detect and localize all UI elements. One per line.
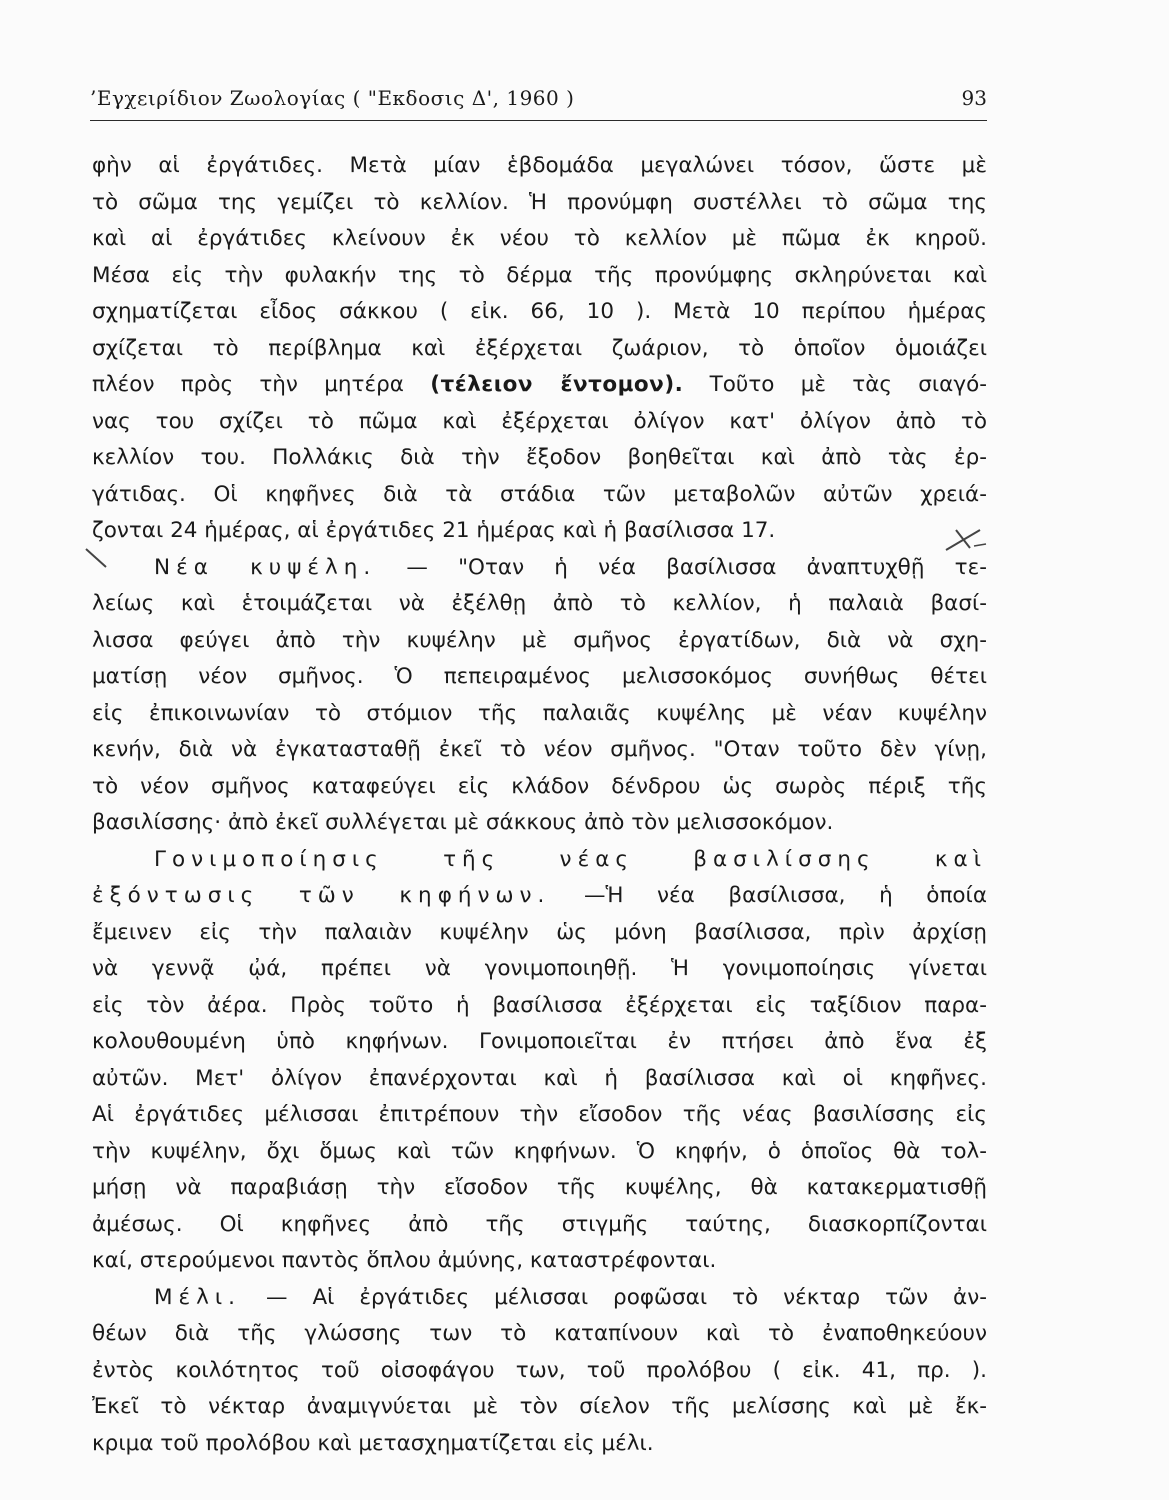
- text-line: μήσῃ νὰ παραβιάσῃ τὴν εἴσοδον τῆς κυψέλης, θὰ κατακερματισθῇ: [92, 1175, 987, 1200]
- text-line: τὸ σῶμα της γεμίζει τὸ κελλίον. Ἡ προνύμφη συστέλλει τὸ σῶμα της: [92, 189, 987, 215]
- text-line: Μέσα εἰς τὴν φυλακήν της τὸ δέρμα τῆς προνύμφης σκληρύνεται καὶ: [92, 262, 987, 288]
- text-line: καὶ αἱ ἐργάτιδες κλείνουν ἐκ νέου τὸ κελλίον μὲ πῶμα ἐκ κηροῦ.: [92, 226, 987, 251]
- section-heading-line: [92, 550, 987, 587]
- page-number: 93: [961, 86, 987, 110]
- text-line: νὰ γεννᾷ ᾠά, πρέπει νὰ γονιμοποιηθῇ. Ἡ γονιμοποίησις γίνεται: [92, 956, 987, 981]
- text-line: αὐτῶν. Μετ' ὀλίγον ἐπανέρχονται καὶ ἡ βασίλισσα καὶ οἱ κηφῆνες.: [92, 1065, 987, 1091]
- page-header: [90, 80, 987, 121]
- text-line: εἰς τὸν ἀέρα. Πρὸς τοῦτο ἡ βασίλισσα ἐξέρχεται εἰς ταξίδιον παρα-: [92, 992, 987, 1018]
- text-line: νας του σχίζει τὸ πῶμα καὶ ἐξέρχεται ὀλίγον κατ' ὀλίγον ἀπὸ τὸ: [92, 408, 987, 434]
- section-heading: Μέλι.: [154, 1284, 242, 1310]
- section-heading-line: [92, 878, 987, 915]
- text-line: κολουθουμένη ὑπὸ κηφήνων. Γονιμοποιεῖται ἐν πτήσει ἀπὸ ἕνα ἐξ: [92, 1029, 987, 1054]
- pencil-cross-mark: [940, 520, 990, 560]
- text-fragment: πλέον πρὸς τὴν μητέρα: [92, 372, 404, 397]
- text-fragment: Τοῦτο μὲ τὰς σιαγό-: [709, 372, 987, 397]
- text-line: ἔμεινεν εἰς τὴν παλαιὰν κυψέλην ὡς μόνη βασίλισσα, πρὶν ἀρχίσῃ: [92, 919, 987, 945]
- section-heading: Γονιμοποίησις τῆς νέας βασιλίσσης καὶ: [154, 846, 987, 872]
- text-line: εἰς ἐπικοινωνίαν τὸ στόμιον τῆς παλαιᾶς κυψέλης μὲ νέαν κυψέλην: [92, 700, 987, 726]
- section-heading: ἐξόντωσις τῶν κηφήνων.: [92, 883, 551, 908]
- text-line: ἐντὸς κοιλότητος τοῦ οἰσοφάγου των, τοῦ προλόβου ( εἰκ. 41, πρ. ).: [92, 1357, 987, 1383]
- text-line: σχίζεται τὸ περίβλημα καὶ ἐξέρχεται ζωάριον, τὸ ὁποῖον ὁμοιάζει: [92, 335, 987, 361]
- text-line-mixed: [92, 367, 987, 404]
- text-fragment: — Αἱ ἐργάτιδες μέλισσαι ροφῶσαι τὸ νέκταρ τῶν ἀν-: [265, 1284, 988, 1310]
- section-heading: Νέα κυψέλη.: [154, 554, 377, 580]
- text-line: κριμα τοῦ προλόβου καὶ μετασχηματίζεται εἰς μέλι.: [92, 1430, 654, 1456]
- text-line: βασιλίσσης· ἀπὸ ἐκεῖ συλλέγεται μὲ σάκκους ἀπὸ τὸν μελισσοκόμον.: [92, 810, 834, 835]
- text-line: λείως καὶ ἑτοιμάζεται νὰ ἐξέλθῃ ἀπὸ τὸ κελλίον, ἡ παλαιὰ βασί-: [92, 591, 987, 616]
- text-line: ματίσῃ νέον σμῆνος. Ὁ πεπειραμένος μελισσοκόμος συνήθως θέτει: [92, 664, 987, 689]
- text-line: γάτιδας. Οἱ κηφῆνες διὰ τὰ στάδια τῶν μεταβολῶν αὐτῶν χρειά-: [92, 481, 987, 507]
- text-line: Ἐκεῖ τὸ νέκταρ ἀναμιγνύεται μὲ τὸν σίελον τῆς μελίσσης καὶ μὲ ἔκ-: [92, 1394, 987, 1419]
- text-line: σχηματίζεται εἶδος σάκκου ( εἰκ. 66, 10 ). Μετὰ 10 περίπου ἡμέρας: [92, 299, 987, 324]
- text-line: τὴν κυψέλην, ὄχι ὅμως καὶ τῶν κηφήνων. Ὁ κηφήν, ὁ ὁποῖος θὰ τολ-: [92, 1138, 987, 1164]
- text-line: κενήν, διὰ νὰ ἐγκατασταθῇ ἐκεῖ τὸ νέον σμῆνος. "Οταν τοῦτο δὲν γίνῃ,: [92, 737, 987, 762]
- body-text: [92, 148, 987, 1462]
- text-line: θέων διὰ τῆς γλώσσης των τὸ καταπίνουν καὶ τὸ ἐναποθηκεύουν: [92, 1321, 987, 1346]
- section-heading-line: [92, 1280, 987, 1317]
- pencil-tick-mark: [82, 545, 112, 575]
- text-line: φὴν αἱ ἐργάτιδες. Μετὰ μίαν ἑβδομάδα μεγαλώνει τόσον, ὥστε μὲ: [92, 153, 987, 178]
- text-fragment: — "Οταν ἡ νέα βασίλισσα ἀναπτυχθῇ τε-: [406, 554, 987, 580]
- text-line: κελλίον του. Πολλάκις διὰ τὴν ἔξοδον βοηθεῖται καὶ ἀπὸ τὰς ἐρ-: [92, 445, 987, 470]
- text-line: καί, στερούμενοι παντὸς ὅπλου ἀμύνης, καταστρέφονται.: [92, 1248, 717, 1273]
- bold-term: (τέλειον ἔντομον).: [430, 372, 684, 397]
- text-line: Αἱ ἐργάτιδες μέλισσαι ἐπιτρέπουν τὴν εἴσοδον τῆς νέας βασιλίσσης εἰς: [92, 1102, 987, 1127]
- text-line: λισσα φεύγει ἀπὸ τὴν κυψέλην μὲ σμῆνος ἐργατίδων, διὰ νὰ σχη-: [92, 627, 987, 653]
- running-title: ’Εγχειρίδιον Ζωολογίας ( "Εκδοσις Δ', 1960 ): [90, 86, 575, 110]
- text-line: ζονται 24 ἡμέρας, αἱ ἐργάτιδες 21 ἡμέρας καὶ ἡ βασίλισσα 17.: [92, 518, 776, 543]
- text-line: τὸ νέον σμῆνος καταφεύγει εἰς κλάδον δένδρου ὡς σωρὸς πέριξ τῆς: [92, 773, 987, 799]
- text-fragment: —Ἡ νέα βασίλισσα, ἡ ὁποία: [583, 883, 987, 908]
- text-line: ἀμέσως. Οἱ κηφῆνες ἀπὸ τῆς στιγμῆς ταύτης, διασκορπίζονται: [92, 1211, 987, 1237]
